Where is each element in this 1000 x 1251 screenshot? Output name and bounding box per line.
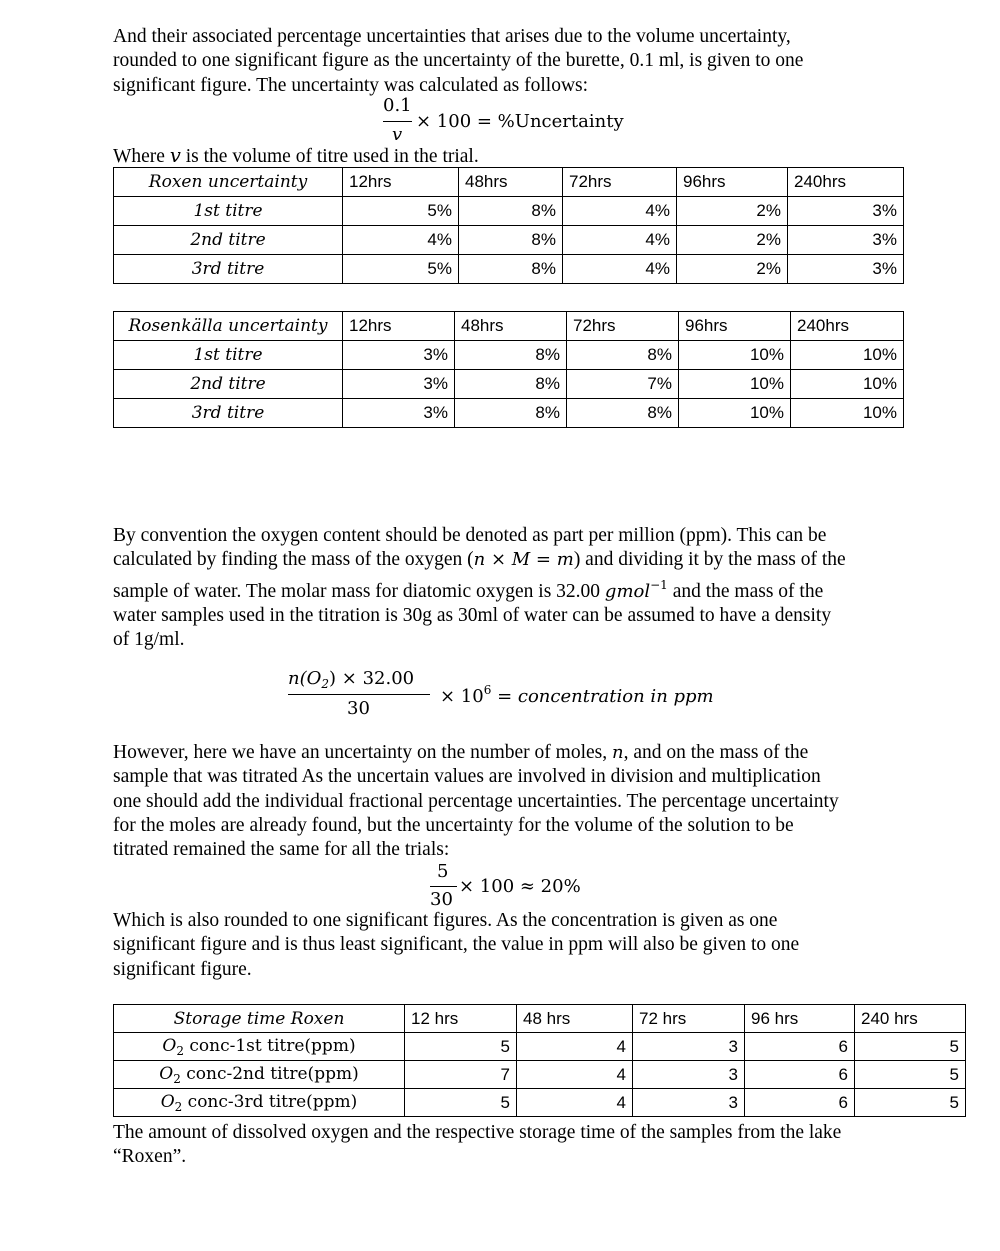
formula1-denominator: v	[392, 124, 403, 145]
where-line	[113, 144, 479, 168]
value-cell: 4%	[563, 226, 677, 255]
header-cell: 240 hrs	[855, 1005, 966, 1033]
value-cell: 3%	[343, 399, 455, 428]
formula2-rest: × $10^6$ = concentration in ppm	[440, 683, 714, 707]
value-cell: 3	[633, 1061, 745, 1089]
row-label: $O_2$ conc-3rd titre(ppm)	[114, 1089, 405, 1117]
value-cell: 6	[745, 1061, 855, 1089]
table-row	[114, 255, 904, 284]
row-label: 1st titre	[114, 197, 343, 226]
sig-line-1: Which is also rounded to one significant figures. As the concentration is given as one	[113, 910, 778, 931]
table-row	[114, 341, 904, 370]
value-cell: 10%	[679, 370, 791, 399]
header-cell: 96hrs	[677, 168, 788, 197]
row-label: $O_2$ conc-1st titre(ppm)	[114, 1033, 405, 1061]
intro-line-3: significant figure. The uncertainty was calculated as follows:	[113, 74, 589, 96]
row-label: 2nd titre	[114, 226, 343, 255]
row-label: 3rd titre	[114, 399, 343, 428]
unc-line-4: for the moles are already found, but the uncertainty for the volume of the solution to be	[113, 814, 794, 836]
ppm-line-4: water samples used in the titration is 30g as 30ml of water can be assumed to have a density	[113, 604, 832, 626]
value-cell: 3%	[788, 226, 904, 255]
value-cell: 8%	[455, 370, 567, 399]
caption-line-2: “Roxen”.	[113, 1146, 187, 1168]
unit-math: gmol	[604, 580, 651, 602]
unc-line-2: sample that was titrated As the uncertain values are involved in division and multiplication	[113, 766, 821, 788]
formula3-rest: × 100 ≈ 20%	[459, 876, 581, 897]
formula2-numerator: $n(O_2) \times 32.00$	[288, 668, 415, 691]
formula2-fraction-bar	[288, 694, 430, 695]
unit-superscript: −1	[650, 577, 668, 592]
table-title-cell: Rosenkälla uncertainty	[114, 312, 343, 341]
formula1-rest: × 100 = %Uncertainty	[416, 111, 624, 132]
value-cell: 8%	[567, 399, 679, 428]
header-cell: 96 hrs	[745, 1005, 855, 1033]
caption-line-1: The amount of dissolved oxygen and the respective storage time of the samples from the lake	[113, 1122, 842, 1143]
value-cell: 4	[517, 1033, 633, 1061]
value-cell: 8%	[455, 341, 567, 370]
formula3-fraction-bar	[430, 886, 457, 887]
formula1-fraction-bar	[383, 121, 412, 122]
header-cell: 240hrs	[791, 312, 904, 341]
value-cell: 4	[517, 1061, 633, 1089]
unc-line-1: However, here we have an uncertainty on the number of moles, n, and on the mass of the	[113, 742, 809, 763]
mass-relation-math: n × M = m	[473, 549, 574, 571]
table-row	[114, 399, 904, 428]
value-cell: 3%	[343, 341, 455, 370]
row-label: 2nd titre	[114, 370, 343, 399]
value-cell: 3%	[343, 370, 455, 399]
header-cell: 96hrs	[679, 312, 791, 341]
sig-line-3: significant figure.	[113, 958, 252, 980]
intro-paragraph	[113, 25, 913, 98]
value-cell: 5	[405, 1089, 517, 1117]
header-cell: 48hrs	[455, 312, 567, 341]
formula3-numerator: 5	[437, 861, 449, 882]
table-header-row	[114, 1005, 966, 1033]
value-cell: 8%	[459, 255, 563, 284]
value-cell: 10%	[791, 341, 904, 370]
value-cell: 3%	[788, 197, 904, 226]
table-row	[114, 370, 904, 399]
table-header-row	[114, 168, 904, 197]
uncertainty-paragraph	[113, 741, 913, 862]
value-cell: 4%	[343, 226, 459, 255]
table-title-cell: Roxen uncertainty	[114, 168, 343, 197]
header-cell: 240hrs	[788, 168, 904, 197]
header-cell: 72hrs	[567, 312, 679, 341]
formula1-numerator: 0.1	[383, 95, 412, 116]
where-post: is the volume of titre used in the trial.	[180, 146, 479, 167]
row-label: $O_2$ conc-2nd titre(ppm)	[114, 1061, 405, 1089]
intro-line-2: rounded to one significant figure as the uncertainty of the burette, 0.1 ml, is given to one	[113, 50, 804, 72]
row-label: 3rd titre	[114, 255, 343, 284]
sig-line-2: significant figure and is thus least significant, the value in ppm will also be given to one	[113, 934, 800, 956]
header-cell: 12 hrs	[405, 1005, 517, 1033]
value-cell: 6	[745, 1033, 855, 1061]
unc-line-5: titrated remained the same for all the trials:	[113, 839, 450, 861]
value-cell: 8%	[455, 399, 567, 428]
value-cell: 4%	[563, 197, 677, 226]
table-row	[114, 1089, 966, 1117]
formula2-denominator: 30	[347, 698, 370, 719]
intro-line-1: And their associated percentage uncertainties that arises due to the volume uncertainty,	[113, 26, 791, 47]
table-header-row	[114, 312, 904, 341]
ppm-paragraph	[113, 524, 913, 652]
row-label: 1st titre	[114, 341, 343, 370]
header-cell: 12hrs	[343, 168, 459, 197]
where-var: v	[169, 144, 181, 167]
table-row	[114, 1061, 966, 1089]
value-cell: 5	[855, 1089, 966, 1117]
value-cell: 4%	[563, 255, 677, 284]
table-caption	[113, 1121, 913, 1170]
significance-paragraph	[113, 909, 913, 982]
value-cell: 5%	[343, 255, 459, 284]
header-cell: 48 hrs	[517, 1005, 633, 1033]
value-cell: 3	[633, 1033, 745, 1061]
table-row	[114, 197, 904, 226]
value-cell: 8%	[567, 341, 679, 370]
value-cell: 8%	[459, 197, 563, 226]
value-cell: 4	[517, 1089, 633, 1117]
value-cell: 2%	[677, 226, 788, 255]
ppm-line-1: By convention the oxygen content should be denoted as part per million (ppm). This can be	[113, 525, 827, 546]
value-cell: 3%	[788, 255, 904, 284]
ppm-line-2: calculated by finding the mass of the oxygen (n × M = m) and dividing it by the mass of the	[113, 549, 846, 571]
value-cell: 10%	[679, 341, 791, 370]
table-row	[114, 226, 904, 255]
roxen-uncertainty-table	[113, 167, 904, 284]
header-cell: 72 hrs	[633, 1005, 745, 1033]
value-cell: 6	[745, 1089, 855, 1117]
value-cell: 8%	[459, 226, 563, 255]
table-row	[114, 1033, 966, 1061]
value-cell: 7	[405, 1061, 517, 1089]
formula3-denominator: 30	[430, 889, 453, 910]
value-cell: 10%	[791, 399, 904, 428]
where-pre: Where	[113, 146, 170, 167]
roxen-concentration-table	[113, 1004, 966, 1117]
header-cell: 72hrs	[563, 168, 677, 197]
header-cell: 48hrs	[459, 168, 563, 197]
value-cell: 5	[855, 1033, 966, 1061]
value-cell: 5	[855, 1061, 966, 1089]
value-cell: 2%	[677, 197, 788, 226]
value-cell: 10%	[679, 399, 791, 428]
ppm-line-5: of 1g/ml.	[113, 629, 185, 651]
value-cell: 7%	[567, 370, 679, 399]
value-cell: 2%	[677, 255, 788, 284]
value-cell: 5%	[343, 197, 459, 226]
unc-line-3: one should add the individual fractional percentage uncertainties. The percentage uncertainty	[113, 790, 839, 812]
ppm-line-3: sample of water. The molar mass for diatomic oxygen is 32.00 gmol$^{-1}$ and the mass of the	[113, 577, 824, 602]
header-cell: 12hrs	[343, 312, 455, 341]
rosenkalla-uncertainty-table	[113, 311, 904, 428]
value-cell: 10%	[791, 370, 904, 399]
value-cell: 3	[633, 1089, 745, 1117]
table-title-cell: Storage time Roxen	[114, 1005, 405, 1033]
value-cell: 5	[405, 1033, 517, 1061]
